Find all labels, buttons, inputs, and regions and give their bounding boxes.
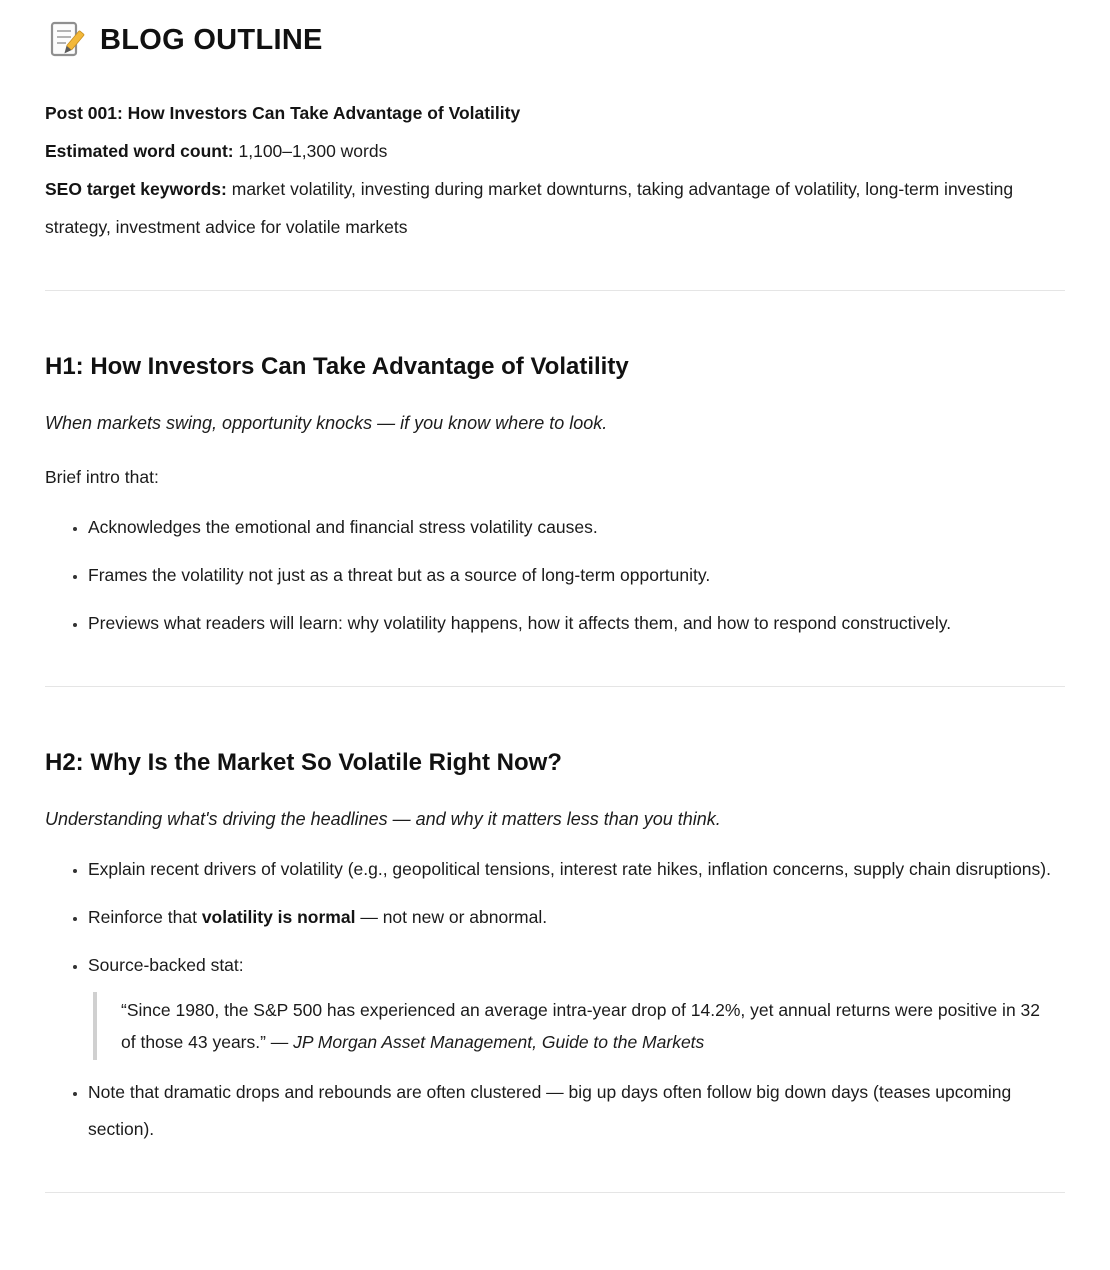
section-h1-heading: H1: How Investors Can Take Advantage of Volatility: [45, 353, 629, 380]
source-quote: [93, 992, 1065, 1060]
divider-2: [45, 686, 1065, 687]
page-title-row: [45, 20, 1065, 60]
seo-keywords-line: [45, 170, 1065, 246]
quote-text: “Since 1980, the S&P 500 has experienced an average intra-year drop of 14.2%, yet annual returns were positive in 32 of those 43 years.” —: [121, 1000, 1040, 1052]
section-h1-tagline: When markets swing, opportunity knocks — if you know where to look.: [45, 413, 608, 433]
section-h2-tagline: Understanding what's driving the headlines — and why it matters less than you think.: [45, 809, 721, 829]
bullet-text: — not new or abnormal.: [355, 907, 548, 927]
section-h1-intro: Brief intro that:: [45, 467, 159, 487]
bullet-bold-phrase: volatility is normal: [201, 907, 356, 927]
section-h1: [45, 353, 1065, 642]
bullet-text: Reinforce that: [88, 907, 202, 927]
list-item: • Note that dramatic drops and rebounds are often clustered — big up days often follow big down days (teases upcoming section).: [88, 1074, 1065, 1148]
page-title: BLOG OUTLINE: [100, 23, 323, 56]
list-item: • Acknowledges the emotional and financial stress volatility causes.: [88, 509, 1065, 546]
word-count-label: Estimated word count:: [45, 141, 234, 161]
section-h2: [45, 749, 1065, 1148]
divider-1: [45, 290, 1065, 291]
divider-3: [45, 1192, 1065, 1193]
quote-attribution: JP Morgan Asset Management, Guide to the Markets: [293, 1032, 705, 1052]
list-item: • Explain recent drivers of volatility (e.g., geopolitical tensions, interest rate hikes, inflation concerns, supply chain disruptions).: [88, 851, 1065, 888]
seo-keywords-label: SEO target keywords:: [45, 179, 227, 199]
seo-keywords-value: market volatility, investing during market downturns, taking advantage of volatility, long-term investing strategy, investment advice for volatile markets: [45, 179, 1014, 237]
post-title-line: Post 001: How Investors Can Take Advantage of Volatility: [45, 103, 521, 123]
list-item: [88, 899, 1065, 936]
section-h1-bullet-list: [45, 509, 1065, 642]
word-count-value: 1,100–1,300 words: [233, 141, 388, 161]
post-meta: [45, 94, 1065, 246]
section-h2-heading: H2: Why Is the Market So Volatile Right Now?: [45, 749, 562, 776]
list-item: [88, 947, 1065, 1060]
word-count-line: [45, 132, 1065, 170]
list-item: • Frames the volatility not just as a threat but as a source of long-term opportunity.: [88, 557, 1065, 594]
list-item: • Previews what readers will learn: why volatility happens, how it affects them, and how to respond constructively.: [88, 605, 1065, 642]
bullet-text: Source-backed stat:: [88, 955, 244, 975]
section-h2-bullet-list: [45, 851, 1065, 1148]
memo-icon: [45, 20, 85, 60]
